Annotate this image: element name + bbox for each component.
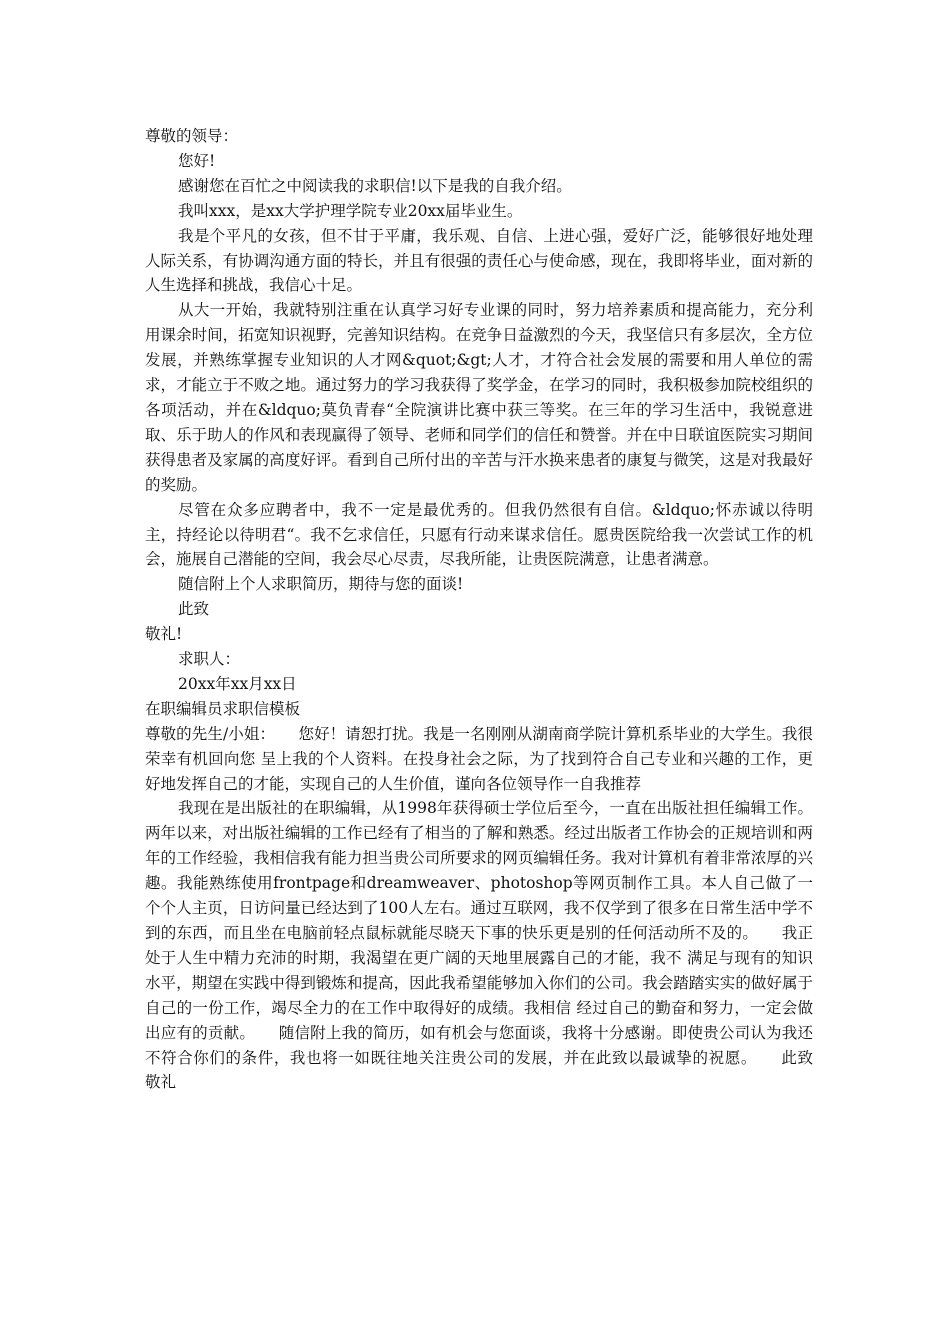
editor-letter-body: 我现在是出版社的在职编辑，从1998年获得硕士学位后至今，一直在出版社担任编辑工作。两年以来，对出版社编辑的工作已经有了相当的了解和熟悉。经过出版者工作协会的正规培训和两年的工作经验，我相信我有能力担当贵公司所要求的网页编辑任务。我对计算机有着非常浓厚的兴趣。我能熟练使用frontpage和dreamweaver、photoshop等网页制作工具。本人自己做了一个个人主页，日访问量已经达到了100人左右。通过互联网，我不仅学到了很多在日常生活中学不到的东西，而且坐在电脑前轻点鼠标就能尽晓天下事的快乐更是别的任何活动所不及的。 我正处于人生中精力充沛的时期，我渴望在更广阔的天地里展露自己的才能，我不 满足与现有的知识水平，期望在实践中得到锻炼和提高，因此我希望能够加入你们的公司。我会踏踏实实的做好属于自己的一份工作，竭尽全力的在工作中取得好的成绩。我相信 经过自己的勤奋和努力，一定会做出应有的贡献。 随信附上我的简历，如有机会与您面谈，我将十分感谢。即使贵公司认为我还不符合你们的条件，我也将一如既往地关注贵公司的发展，并在此致以最诚挚的祝愿。 此致 敬礼 xyxy=(145,799,845,1092)
intro-paragraph: 我叫xxx，是xx大学护理学院专业20xx届毕业生。 xyxy=(178,201,523,220)
signer-label: 求职人： xyxy=(178,650,241,669)
editor-letter-opening: 尊敬的先生/小姐： 您好！请恕打扰。我是一名刚刚从湖南商学院计算机系毕业的大学生。我很荣幸有机回向您 呈上我的个人资料。在投身社会之际，为了找到符合自己专业和兴趣的工作，更好地发挥自己的才能，实现自己的人生价值，谨向各位领导作一自我推荐 xyxy=(145,724,813,793)
closing-line-1: 此致 xyxy=(178,600,210,619)
study-paragraph: 从大一开始，我就特别注重在认真学习好专业课的同时，努力培养素质和提高能力，充分利用课余时间，拓宽知识视野，完善知识结构。在竞争日益激烈的今天，我坚信只有多层次，全方位发展，并熟练掌握专业知识的人才网&quot;&gt;人才，才符合社会发展的需要和用人单位的需求，才能立于不败之地。通过努力的学习我获得了奖学金，在学习的同时，我积极参加院校组织的各项活动，并在&ldquo;莫负青春“全院演讲比赛中获三等奖。在三年的学习生活中，我锐意进取、乐于助人的作风和表现赢得了领导、老师和同学们的信任和赞誉。并在中日联谊医院实习期间获得患者及家属的高度好评。看到自己所付出的辛苦与汗水换来患者的康复与微笑，这是对我最好的奖励。 xyxy=(145,301,813,494)
document-page xyxy=(145,124,845,1095)
thanks-paragraph: 感谢您在百忙之中阅读我的求职信!以下是我的自我介绍。 xyxy=(178,176,572,195)
letter-date: 20xx年xx月xx日 xyxy=(178,674,297,693)
closing-line-2: 敬礼! xyxy=(145,625,183,644)
greeting: 您好! xyxy=(178,151,216,170)
salutation: 尊敬的领导： xyxy=(145,127,239,145)
confidence-paragraph: 尽管在众多应聘者中，我不一定是最优秀的。但我仍然很有自信。&ldquo;怀赤诚以待明主，持经论以待明君“。我不乞求信任，只愿有行动来谋求信任。愿贵医院给我一次尝试工作的机会，施展自己潜能的空间，我会尽心尽责，尽我所能，让贵医院满意，让患者满意。 xyxy=(145,500,813,569)
attachment-note: 随信附上个人求职简历，期待与您的面谈! xyxy=(178,575,464,594)
self-description-paragraph: 我是个平凡的女孩，但不甘于平庸，我乐观、自信、上进心强，爱好广泛，能够很好地处理人际关系，有协调沟通方面的特长，并且有很强的责任心与使命感，现在，我即将毕业，面对新的人生选择和挑战，我信心十足。 xyxy=(145,226,813,295)
section-title: 在职编辑员求职信模板 xyxy=(145,699,301,718)
